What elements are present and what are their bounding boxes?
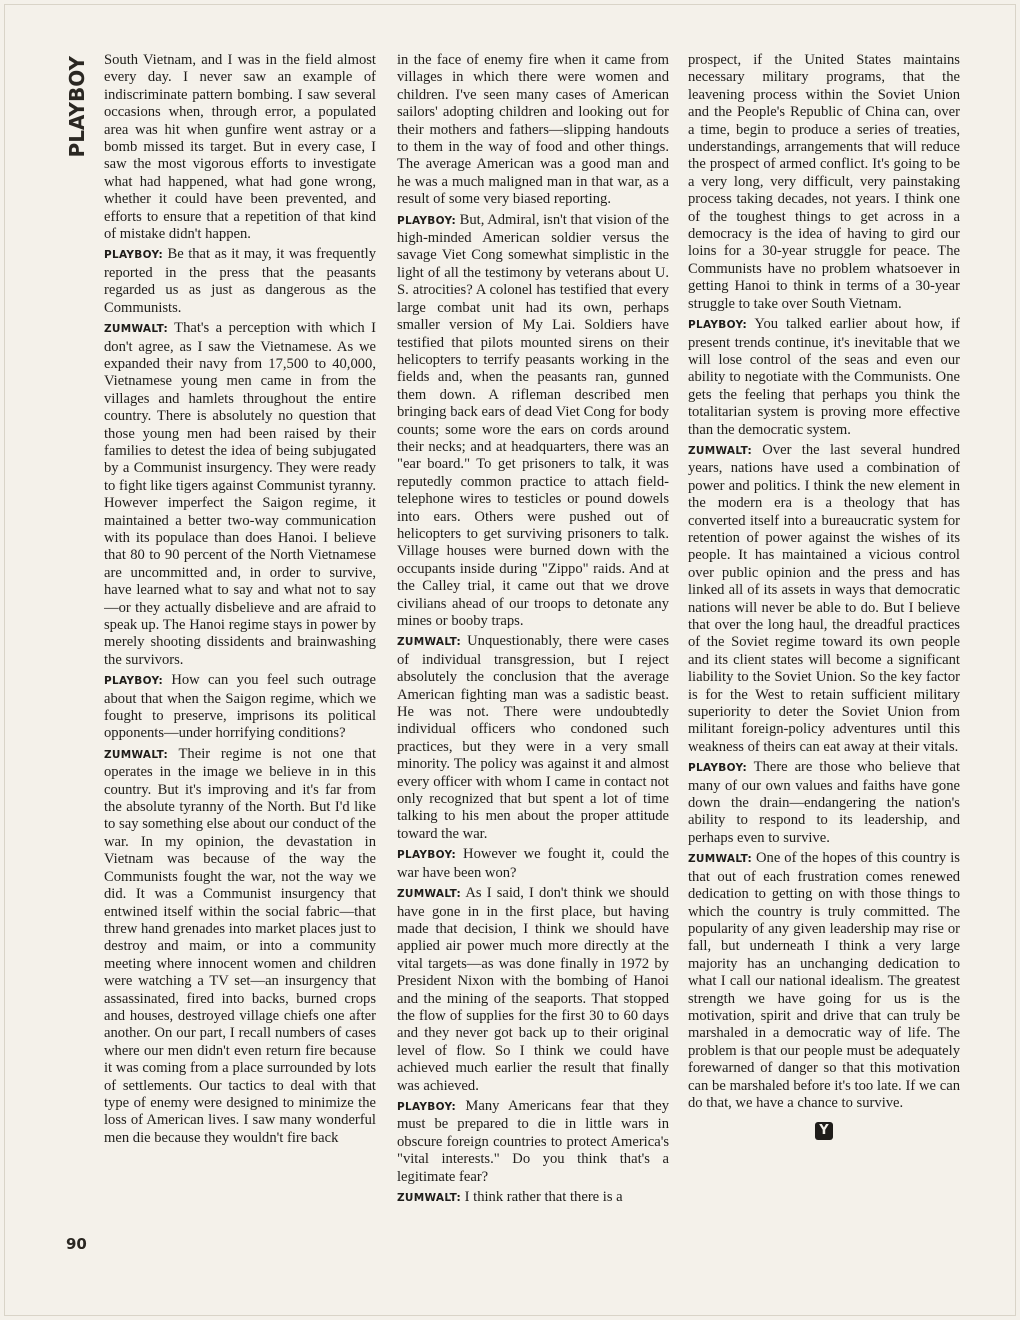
speaker-label: PLAYBOY: [688,319,747,332]
paragraph-text: Their regime is not one that operates in the image we believe in in this country. But it's improving and it's far from the absolute tyranny of the North. But I'd like to say something else about our conduct of the war. In my opinion, the devastation in Vietnam was because of the way the Communists fought the war, not the way we did. It was a Communist insurgency that entwined itself within the social fabric—that threw hand grenades into market places just to destroy and maim, or into a community meeting where innocent women and children were watching a TV set—an insurgency that assassinated, fired into backs, burned crops and houses, destroyed village chiefs one after another. On our part, I recall numbers of cases where our men didn't even return fire because it was coming from a place surrounded by lots of settlements. Our tactics to deal with that type of enemy were designed to minimize the loss of American lives. I saw many wonderful men die because they wouldn't fire back [104,745,376,1146]
interview-paragraph [688,52,960,313]
paragraph-text: As I said, I don't think we should have gone in in the first place, but having made that decision, I think we should have applied air power much more directly at the vital targets—as was done finally in 1972 by President Nixon with the bombing of Hanoi and the mining of the seaports. That stopped the flow of supplies for the first 30 to 60 days and they never got back up to their original level of flow. So I think we could have achieved much earlier the result that finally was achieved. [397,885,669,1094]
interview-paragraph [688,442,960,756]
speaker-label: ZUMWALT: [688,444,752,457]
interview-paragraph [104,246,376,317]
speaker-label: ZUMWALT: [397,888,461,901]
speaker-label: PLAYBOY: [397,214,456,227]
speaker-label: ZUMWALT: [397,636,461,649]
interview-paragraph [397,1098,669,1186]
paragraph-text: You talked earlier about how, if present trends continue, it's inevitable that we will lose control of the seas and even our ability to negotiate with the Communists. One gets the feeling that perhaps you think the totalitarian system is proving more effective than the democratic system. [688,316,960,438]
interview-paragraph [104,52,376,243]
paragraph-text: However we fought it, could the war have been won? [397,846,669,881]
speaker-label: ZUMWALT: [104,748,168,761]
speaker-label: PLAYBOY: [104,249,163,262]
speaker-label: PLAYBOY: [688,762,747,775]
interview-paragraph [104,746,376,1147]
paragraph-text: One of the hopes of this country is that out of each frustration comes renewed dedication to getting on with those things to which the country is truly committed. The popularity of any given leadership may rise or fall, but underneath I think a very large majority has an unchanging dedication to what I call our national idealism. The greatest strength we have going for us is the motivation, spirit and drive that can truly be marshaled in a democratic way of life. The problem is that our people must be adequately forewarned of danger so that this motivation can be marshaled before it's too late. If we can do that, we have a chance to survive. [688,850,960,1111]
magazine-masthead: PLAYBOY [65,56,89,158]
paragraph-text: I think rather that there is a [464,1189,623,1205]
paragraph-text: How can you feel such outrage about that when the Saigon regime, which we fought to preserve, imprisons its political opponents—under horrifying conditions? [104,672,376,742]
page-number: 90 [66,1235,87,1253]
end-of-article-icon: Y [815,1122,833,1140]
paragraph-text: South Vietnam, and I was in the field almost every day. I never saw an example of indiscriminate pattern bombing. I saw several occasions when, through error, a populated area was hit when gunfire went astray or a bomb missed its target. But in every case, I saw the most vigorous efforts to investigate what had happened, what had gone wrong, whether it could have been prevented, and efforts to ensure that a repetition of that kind of mistake didn't happen. [104,52,376,243]
speaker-label: PLAYBOY: [397,1100,456,1113]
paragraph-text: prospect, if the United States maintains necessary military programs, that the leavening process within the Soviet Union and the People's Republic of China can, over a time, begin to produce a series of treaties, understandings, arrangements that will reduce the prospect of armed conflict. It's going to be a very long, very difficult, very painstaking process taking decades, not years. I think one of the toughest things to get across in a democracy is the idea of having to gird our loins for a 30-year struggle for peace. The Communists have no problem whatsoever in getting Hanoi to think in terms of a 30-year struggle to take over South Vietnam. [688,52,960,312]
speaker-label: ZUMWALT: [397,1192,461,1204]
interview-paragraph [397,1189,669,1207]
speaker-label: ZUMWALT: [688,853,752,866]
text-column-3 [688,52,960,1267]
interview-paragraph [397,846,669,882]
interview-paragraph [397,52,669,209]
paragraph-text: There are those who believe that many of our own values and faiths have gone down the drain—endangering the nation's ability to respond to its leadership, and perhaps even to survive. [688,759,960,846]
paragraph-text: But, Admiral, isn't that vision of the high-minded American soldier versus the savage Viet Cong somewhat simplistic in the light of all the testimony by veterans about U. S. atrocities? A colonel has testified that every large combat unit had its own, perhaps smaller version of My Lai. Soldiers have testified that pilots mounted sirens on their helicopters to terrify peasants working in the fields and, when the peasants ran, gunned them down. A rifleman described men bringing back ears of dead Viet Cong for body counts; some wore the ears on cords around their necks; and at headquarters, there was an "ear board." To get prisoners to talk, it was reputedly common practice to attach field-telephone wires to testicles or pound dowels into ears. Others were pushed out of helicopters to get surviving prisoners to talk. Village houses were burned down with the occupants inside during "Zippo" raids. And at the Calley trial, it came out that we drove civilians ahead of our troops to detonate any mines or booby traps. [397,211,669,629]
paragraph-text: That's a perception with which I don't agree, as I saw the Vietnamese. As we expanded their navy from 17,500 to 40,000, Vietnamese young men came in from the villages and hamlets throughout the entire country. There is absolutely no question that those young men had been raised by their families to detest the idea of being subjugated by a Communist insurgency. They were ready to fight like tigers against Communist tyranny. However imperfect the Saigon regime, it maintained a better two-way communication with its populace than does Hanoi. I believe that 80 to 90 percent of the North Vietnamese are uncommitted and, in order to survive, have learned what to say and what not to say—or they actually disbelieve and are afraid to speak up. The Hanoi regime stays in power by merely shooting dissidents and brainwashing the survivors. [104,320,376,668]
speaker-label: PLAYBOY: [104,675,163,688]
interview-paragraph [397,212,669,631]
speaker-label: PLAYBOY: [397,849,456,862]
interview-paragraph [397,885,669,1095]
paragraph-text: in the face of enemy fire when it came from villages in which there were women and children. I've seen many cases of American sailors' adopting children and looking out for their mothers and fathers—slipping handouts to them in the way of food and other things. The average American was a good man and he was a much maligned man in that war, as a result of some very biased reporting. [397,52,669,208]
paragraph-text: Unquestionably, there were cases of individual transgression, but I reject absolutely the conclusion that the average American fighting man was a sadistic beast. He was not. There were undoubtedly individual officers who condoned such practices, but they were in a very small minority. The policy was against it and almost every officer with whom I came in contact not only recognized that but spent a lot of time talking to his men about the proper attitude toward the war. [397,633,669,842]
interview-paragraph [688,850,960,1112]
interview-paragraph [104,320,376,669]
text-column-2 [397,52,669,1267]
paragraph-text: Over the last several hundred years, nations have used a combination of power and politics. I think the new element in the modern era is a theology that has converted itself into a bureaucratic system for retention of power against the wishes of its people. It has maintained a vicious control over public opinion and the press and has linked all of its assets in ways that democratic nations will never be able to do. But I believe that over the long haul, the dreadful practices of the Soviet regime toward its own people and its client states will become a significant liability to the Soviet Union. So the key factor is for the West to retain sufficient military superiority to deter the Soviet Union from militant foreign-policy adventures until this weakness of theirs can eat away at their vitals. [688,441,960,755]
speaker-label: ZUMWALT: [104,323,168,336]
text-column-1 [104,52,376,1267]
interview-paragraph [104,672,376,743]
interview-paragraph [688,759,960,847]
interview-paragraph [688,316,960,439]
paragraph-text: Be that as it may, it was frequently reported in the press that the peasants regarded us as just as dangerous as the Communists. [104,246,376,316]
paragraph-text: Many Americans fear that they must be prepared to die in little wars in obscure foreign countries to protect America's "vital interests." Do you think that's a legitimate fear? [397,1097,669,1185]
interview-paragraph [397,633,669,843]
